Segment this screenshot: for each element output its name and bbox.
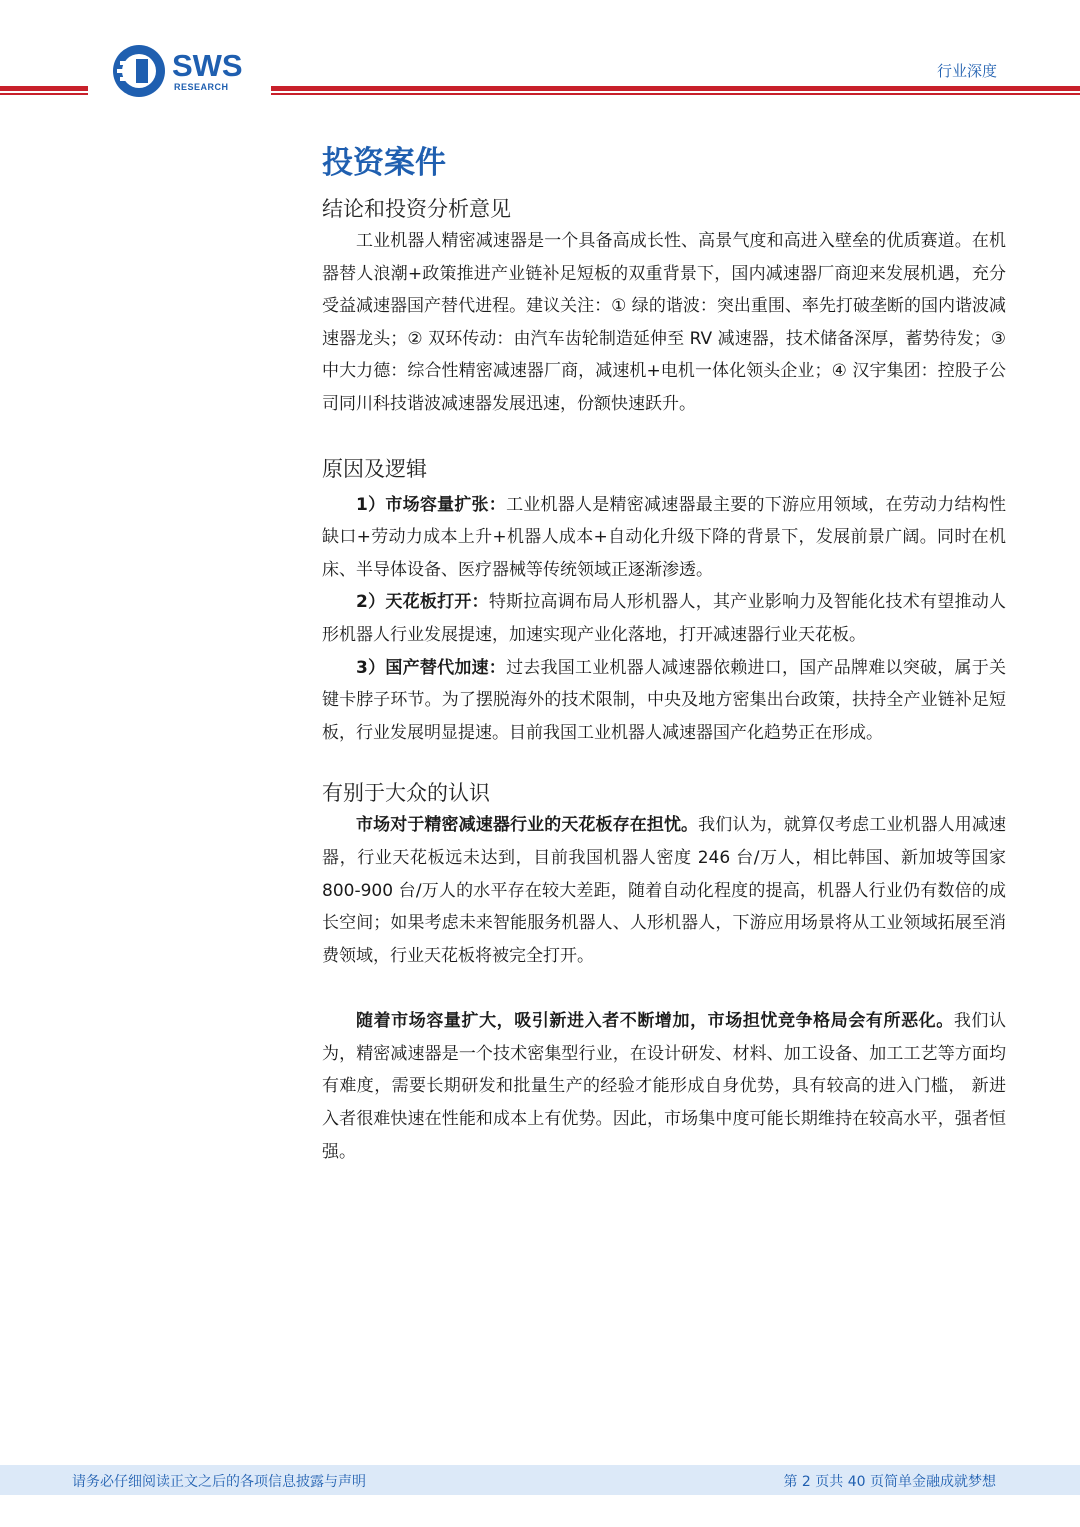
paragraph: 市场对于精密减速器行业的天花板存在担忧。我们认为，就算仅考虑工业机器人用减速器，行业天花板远未达到，目前我国机器人密度 246 台/万人，相比韩国、新加坡等国家 800-900 台/万人的水平存在较大差距，随着自动化程度的提高，机器人行业仍有数倍的成长空间；如果考虑未来智能服务机器人、人形机器人，下游应用场景将从工业领域拓展至消费领域，行业天花板将被完全打开。 [322,815,1007,966]
section-differentiated-view [322,778,1006,1168]
paragraph: 工业机器人精密减速器是一个具备高成长性、高景气度和高进入壁垒的优质赛道。在机器替人浪潮+政策推进产业链补足短板的双重背景下，国内减速器厂商迎来发展机遇，充分受益减速器国产替代进程。建议关注：① 绿的谐波：突出重围、率先打破垄断的国内谐波减速器龙头；② 双环传动：由汽车齿轮制造延伸至 RV 减速器，技术储备深厚，蓄势待发；③ 中大力德：综合性精密减速器厂商，减速机+电机一体化领头企业；④ 汉宇集团：控股子公司同川科技谐波减速器发展迅速，份额快速跃升。 [322,231,1006,414]
header-rule-right [271,86,1080,96]
section-reasons [322,454,1006,750]
page-title: 投资案件 [322,145,446,181]
paragraph: 随着市场容量扩大，吸引新进入者不断增加，市场担忧竞争格局会有所恶化。我们认为，精密减速器是一个技术密集型行业，在设计研发、材料、加工设备、加工工艺等方面均有难度，需要长期研发和批量生产的经验才能形成自身优势，具有较高的进入门槛， 新进入者很难快速在性能和成本上有优势。因此，市场集中度可能长期维持在较高水平，强者恒强。 [322,1011,1007,1162]
header-rule-left [0,86,88,96]
section-heading: 原因及逻辑 [322,456,427,481]
sws-logo [112,44,252,100]
sws-logo-icon [112,44,166,98]
paragraph: 2）天花板打开：特斯拉高调布局人形机器人，其产业影响力及智能化技术有望推动人形机器人行业发展提速，加速实现产业化落地，打开减速器行业天花板。 [322,592,1006,645]
paragraph: 1）市场容量扩张：工业机器人是精密减速器最主要的下游应用领域，在劳动力结构性缺口+劳动力成本上升+机器人成本+自动化升级下降的背景下，发展前景广阔。同时在机床、半导体设备、医疗器械等传统领域正逐渐渗透。 [322,494,1006,580]
paragraph: 3）国产替代加速：过去我国工业机器人减速器依赖进口，国产品牌难以突破，属于关键卡脖子环节。为了摆脱海外的技术限制，中央及地方密集出台政策，扶持全产业链补足短板，行业发展明显提速。目前我国工业机器人减速器国产化趋势正在形成。 [322,657,1006,743]
section-heading: 结论和投资分析意见 [322,197,511,221]
disclaimer-note: 请务必仔细阅读正文之后的各项信息披露与声明 [72,1474,366,1490]
logo-subtext: RESEARCH [174,82,229,92]
page-number: 第 2 页共 40 页简单金融成就梦想 [783,1474,996,1490]
section-conclusion [322,194,1006,421]
page-footer [0,1465,1080,1495]
logo-text: SWS [172,48,243,83]
document-category-tag: 行业深度 [936,62,997,80]
section-heading: 有别于大众的认识 [322,781,490,806]
main-content [322,140,1006,1168]
page-header [0,0,1080,110]
